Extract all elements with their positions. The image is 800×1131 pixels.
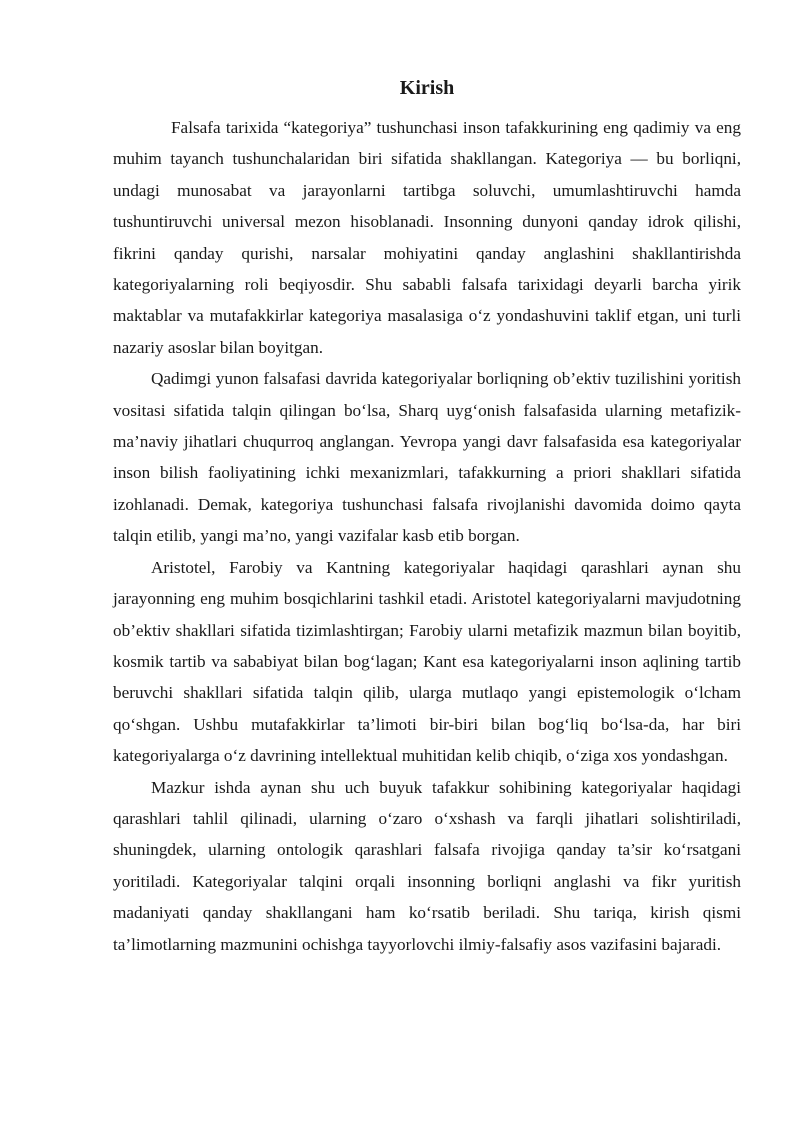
- paragraph-intro: Falsafa tarixida “kategoriya” tushunchasi inson tafakkurining eng qadimiy va eng muhim tayanch tushunchalaridan biri sifatida shakllangan. Kategoriya — bu borliqni, undagi munosabat va jarayonlarni tartibga soluvchi, umumlashtiruvchi hamda tushuntiruvchi universal mezon hisoblanadi. Insonning dunyoni qanday idrok qilishi, fikrini qanday qurishi, narsalar mohiyatini qanday anglashini shakllantirishda kategoriyalarning roli beqiyosdir. Shu sababli falsafa tarixidagi deyarli barcha yirik maktablar va mutafakkirlar kategoriya masalasiga o‘z yondashuvini taklif etgan, uni turli nazariy asoslar bilan boyitgan.: [113, 118, 741, 357]
- document-body: [113, 74, 741, 960]
- paragraph-thinkers: Aristotel, Farobiy va Kantning kategoriyalar haqidagi qarashlari aynan shu jarayonning eng muhim bosqichlarini tashkil etadi. Aristotel kategoriyalarni mavjudotning ob’ektiv shakllari sifatida tizimlashtirgan; Farobiy ularni metafizik mazmun bilan boyitib, kosmik tartib va sababiyat bilan bog‘lagan; Kant esa kategoriyalarni inson aqlining tartib beruvchi shakllari sifatida talqin qilib, ularga mutlaqo yangi epistemologik o‘lcham qo‘shgan. Ushbu mutafakkirlar ta’limoti bir-biri bilan bog‘liq bo‘lsa-da, har biri kategoriyalarga o‘z davrining intellektual muhitidan kelib chiqib, o‘ziga xos yondashgan.: [113, 557, 741, 766]
- paragraph-aim: Mazkur ishda aynan shu uch buyuk tafakkur sohibining kategoriyalar haqidagi qarashlari tahlil qilinadi, ularning o‘zaro o‘xshash va farqli jihatlari solishtiriladi, shuningdek, ularning ontologik qarashlari falsafa rivojiga qanday ta’sir ko‘rsatgani yoritiladi. Kategoriyalar talqini orqali insonning borliqni anglashi va fikr yuritish madaniyati qanday shakllangani ham ko‘rsatib beriladi. Shu tariqa, kirish qismi ta’limotlarning mazmunini ochishga tayyorlovchi ilmiy-falsafiy asos vazifasini bajaradi.: [113, 777, 741, 954]
- page-title: Kirish: [399, 77, 455, 99]
- paragraph-historical-periods: Qadimgi yunon falsafasi davrida kategoriyalar borliqning ob’ektiv tuzilishini yoritish vositasi sifatida talqin qilingan bo‘lsa, Sharq uyg‘onish falsafasida ularning metafizik-ma’naviy jihatlari chuqurroq anglangan. Yevropa yangi davr falsafasida esa kategoriyalar inson bilish faoliyatining ichki mexanizmlari, tafakkurning a priori shakllari sifatida izohlanadi. Demak, kategoriya tushunchasi falsafa rivojlanishi davomida doimo qayta talqin etilib, yangi ma’no, yangi vazifalar kasb etib borgan.: [113, 369, 741, 546]
